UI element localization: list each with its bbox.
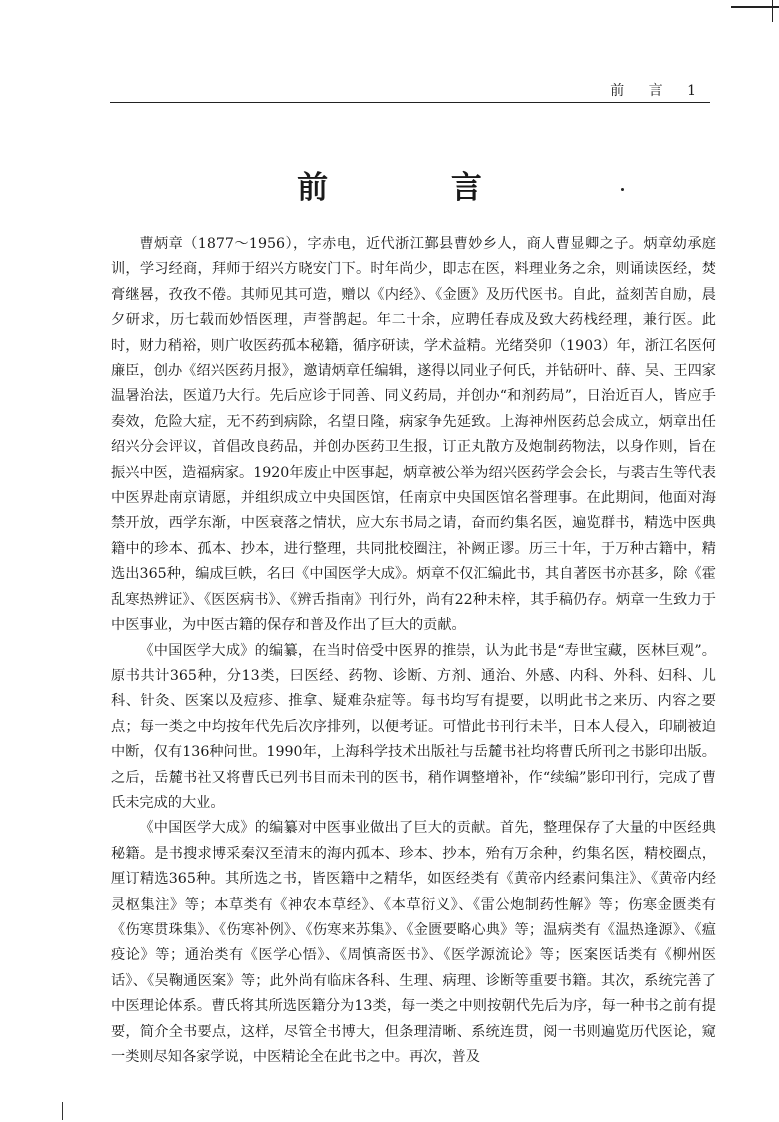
paragraph: 曹炳章（1877～1956），字赤电，近代浙江鄞县曹妙乡人，商人曹显卿之子。炳章幼承庭训，学习经商，拜师于绍兴方晓安门下。时年尚少，即志在医，料理业务之余，则诵读医经，焚膏继晷，孜孜不倦。其师见其可造，赠以《内经》、《金匮》及历代医书。自此，益刻苦自励，晨夕研求，历七载而妙悟医理，声誉鹊起。年二十余，应聘任春成及致大药栈经理，兼行医。此时，财力稍裕，则广收医药孤本秘籍，循序研读，学术益精。光绪癸卯（1903）年，浙江名医何廉臣，创办《绍兴医药月报》，邀请炳章任编辑，遂得以同业子何氏，并钻研叶、薛、吴、王四家温暑治法，医道乃大行。先后应诊于同善、同义药局，并创办“和剂药局”，日治近百人，皆应手奏效，危险大症，无不药到病除，名望日隆，病家争先延致。上海神州医药总会成立，炳章出任绍兴分会评议，首倡改良药品，并创办医药卫生报，订正丸散方及炮制药物法，以身作则，旨在振兴中医，造福病家。1920年废止中医事起，炳章被公举为绍兴医药学会会长，与裘吉生等代表中医界赴南京请愿，并组织成立中央国医馆，任南京中央国医馆名誉理事。在此期间，他面对海禁开放，西学东渐，中医衰落之情状，应大东书局之请，奋而约集名医，遍览群书，精选中医典籍中的珍本、孤本、抄本，进行整理，共同批校圈注，补阙正谬。历三十年，于万种古籍中，精选出365种，编成巨帙，名曰《中国医学大成》。炳章不仅汇编此书，其自著医书亦甚多，除《霍乱寒热辨证》、《医医病书》、《辨舌指南》刊行外，尚有22种未梓，其手稿仍存。炳章一生致力于中医事业，为中医古籍的保存和普及作出了巨大的贡献。 [111, 236, 716, 634]
scan-edge-mark [62, 1102, 63, 1120]
paragraph: 《中国医学大成》的编纂，在当时倍受中医界的推崇，认为此书是“寿世宝藏，医林巨观”。原书共计365种，分13类，曰医经、药物、诊断、方剂、通治、外感、内科、外科、妇科、儿科、针灸、医案以及痘疹、推拿、疑难杂症等。每书均写有提要，以明此书之来历、内容之要点；每一类之中均按年代先后次序排列，以便考证。可惜此书刊行未半，日本人侵入，印刷被迫中断，仅有136种问世。1990年，上海科学技术出版社与岳麓书社均将曹氏所刊之书影印出版。之后，岳麓书社又将曹氏已列书目而未刊的医书，稍作调整增补，作“续编”影印刊行，完成了曹氏未完成的大业。 [111, 642, 716, 811]
scan-edge-line [772, 0, 773, 22]
running-header [110, 80, 710, 103]
page-title: 前 言 [297, 170, 538, 206]
ink-dot [621, 188, 624, 191]
body-text [111, 232, 716, 1070]
paragraph: 《中国医学大成》的编纂对中医事业做出了巨大的贡献。首先，整理保存了大量的中医经典秘籍。是书搜求博采秦汉至清末的海内孤本、珍本、抄本，殆有万余种，约集名医，精校圈点，厘订精选365种。其所选之书，皆医籍中之精华，如医经类有《黄帝内经素问集注》、《黄帝内经灵枢集注》等；本草类有《神农本草经》、《本草衍义》、《雷公炮制药性解》等；伤寒金匮类有《伤寒贯珠集》、《伤寒补例》、《伤寒来苏集》、《金匮要略心典》等；温病类有《温热逢源》、《瘟疫论》等；通治类有《医学心悟》、《周慎斋医书》、《医学源流论》等；医案医话类有《柳州医话》、《吴鞠通医案》等；此外尚有临床各科、生理、病理、诊断等重要书籍。其次，系统完善了中医理论体系。曹氏将其所选医籍分为13类，每一类之中则按朝代先后为序，每一种书之前有提要，简介全书要点，这样，尽管全书博大，但条理清晰、系统连贯，阅一书则遍览历代医论，窥一类则尽知各家学说，中医精论全在此书之中。再次，普及 [111, 820, 716, 1065]
running-head-text: 前 言 1 [610, 83, 706, 99]
